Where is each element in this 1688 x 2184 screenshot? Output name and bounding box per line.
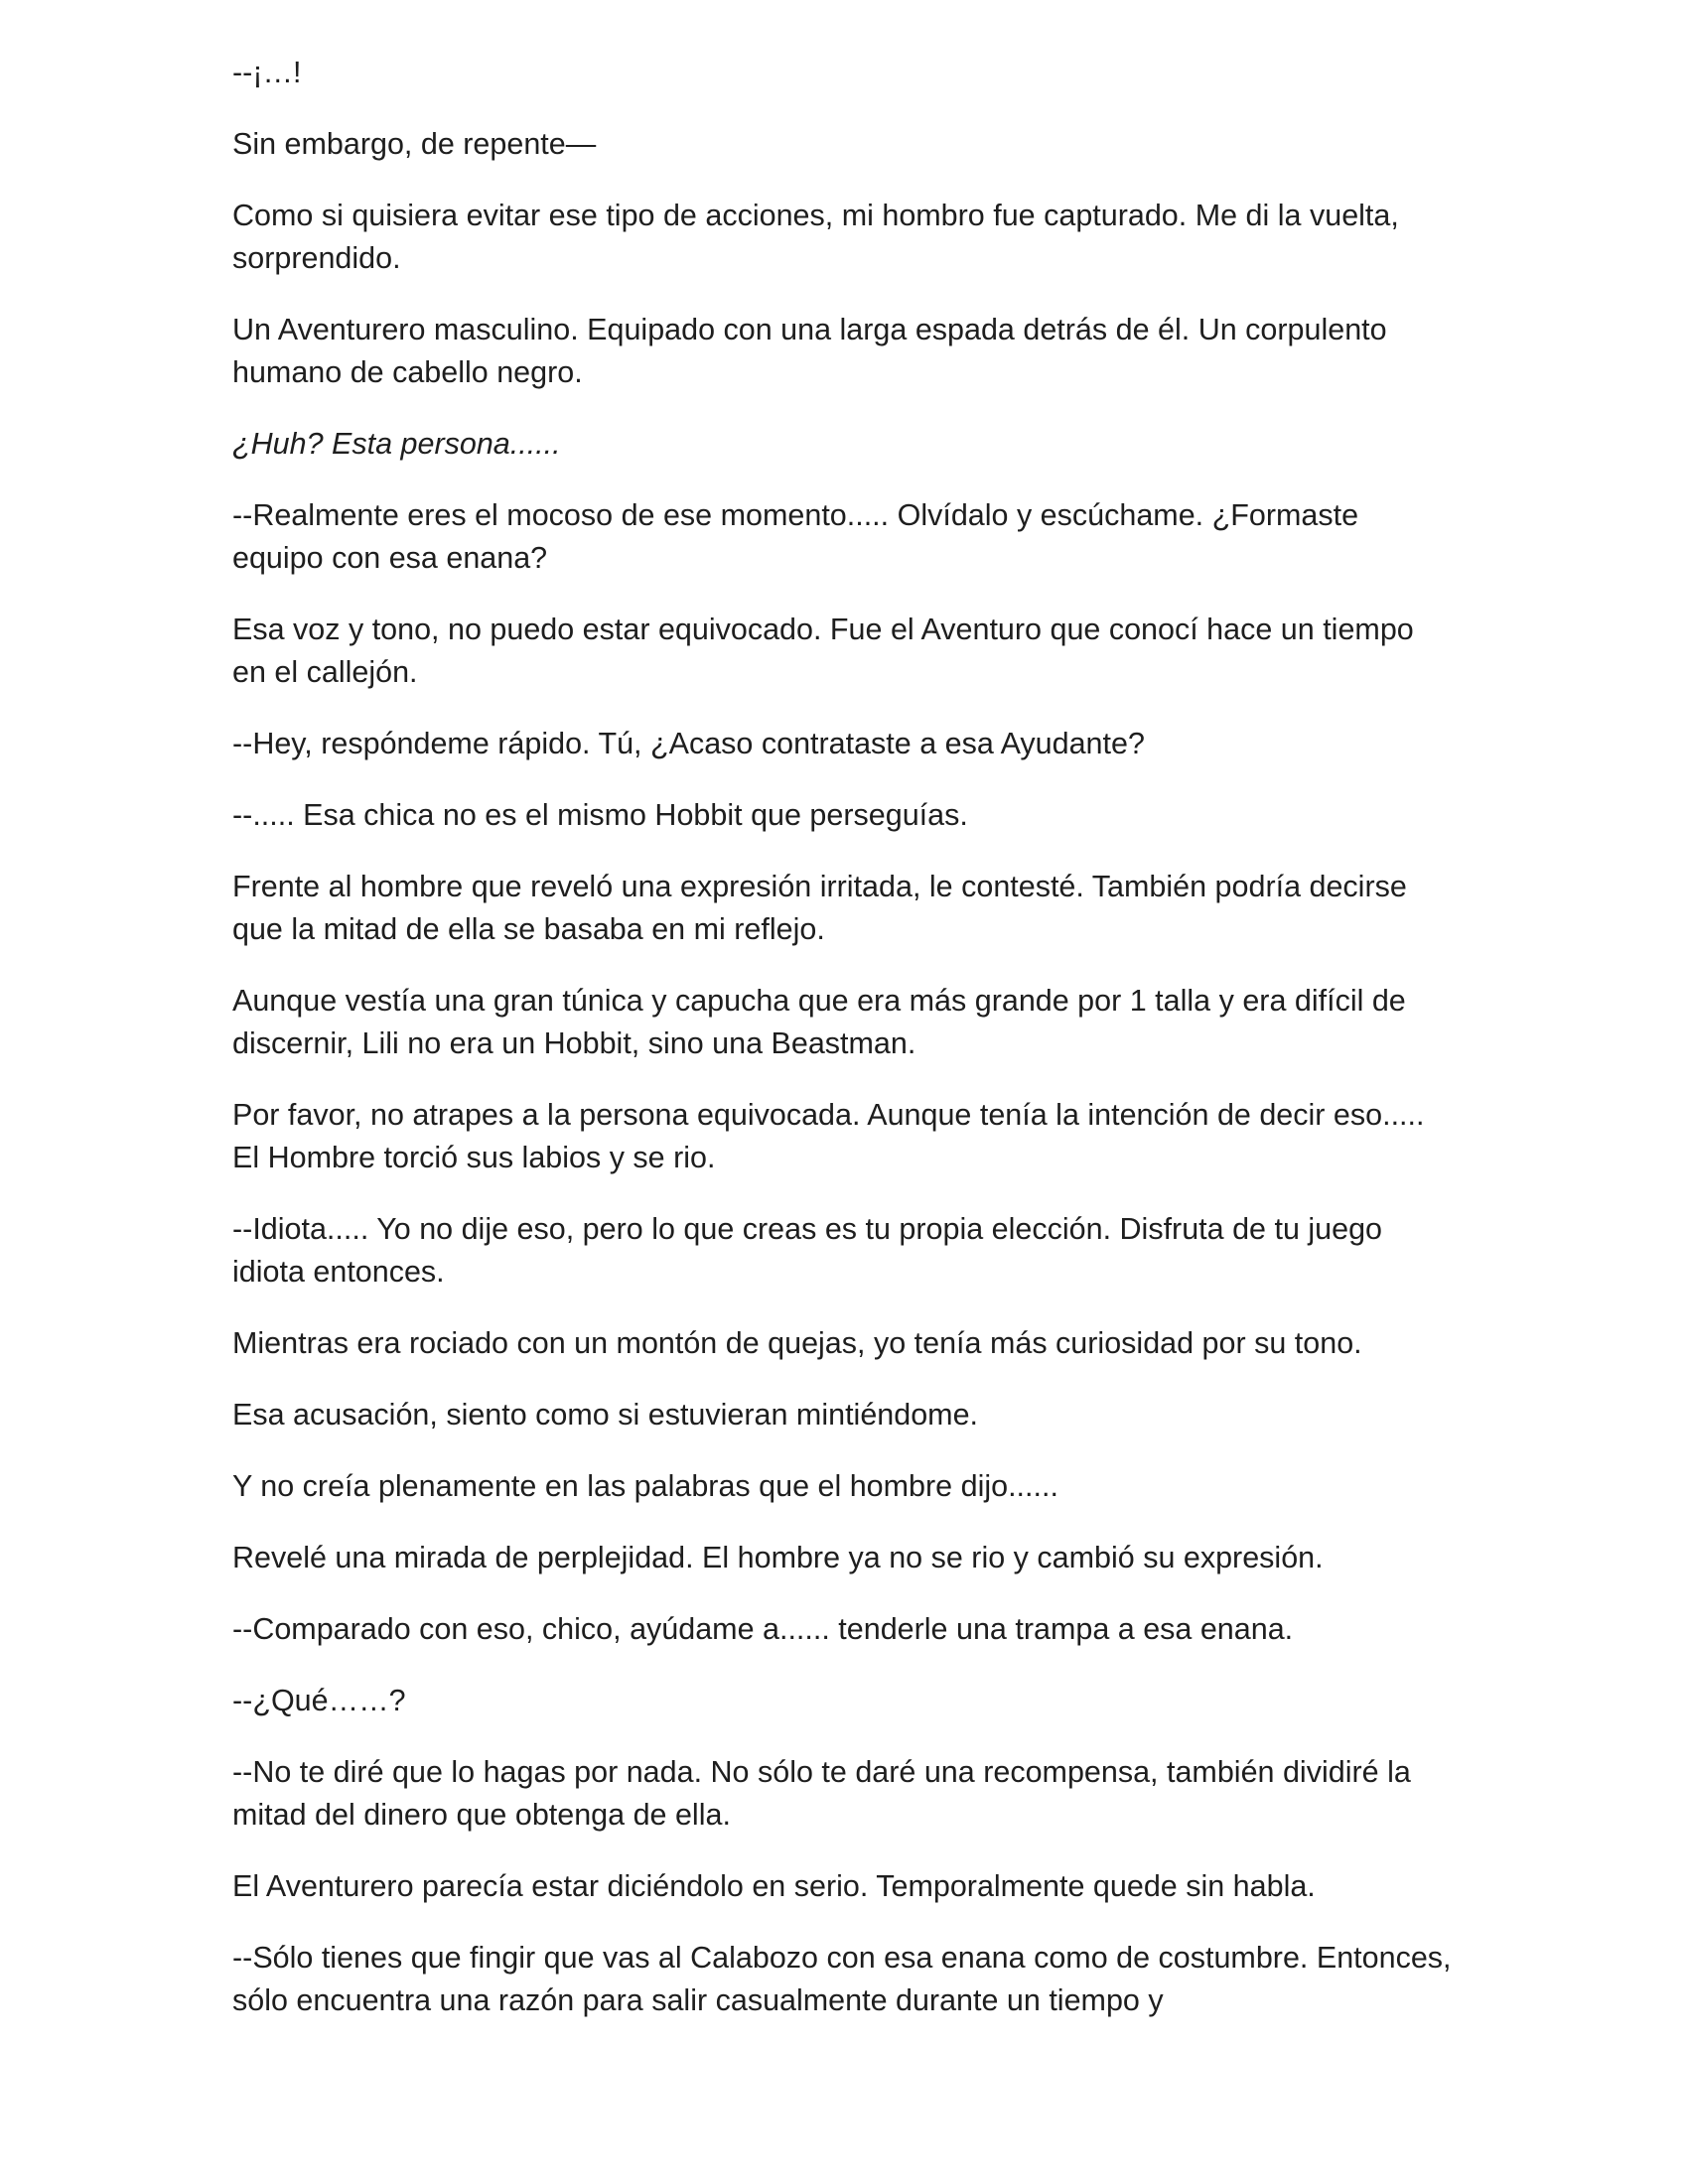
paragraph: Como si quisiera evitar ese tipo de acciones, mi hombro fue capturado. Me di la vuelta, sorprendido. [232, 199, 1399, 275]
paragraph: Revelé una mirada de perplejidad. El hombre ya no se rio y cambió su expresión. [232, 1541, 1324, 1574]
paragraph: Mientras era rociado con un montón de quejas, yo tenía más curiosidad por su tono. [232, 1326, 1362, 1360]
paragraph: --¿Qué……? [232, 1684, 406, 1717]
paragraph: --Realmente eres el mocoso de ese momento..... Olvídalo y escúchame. ¿Formaste equipo con esa enana? [232, 498, 1359, 575]
paragraph: --Sólo tienes que fingir que vas al Calabozo con esa enana como de costumbre. Entonces, sólo encuentra una razón para salir casualmente durante un tiempo y [232, 1941, 1452, 2017]
paragraph: Un Aventurero masculino. Equipado con una larga espada detrás de él. Un corpulento humano de cabello negro. [232, 313, 1387, 389]
paragraph: Por favor, no atrapes a la persona equivocada. Aunque tenía la intención de decir eso..... El Hombre torció sus labios y se rio. [232, 1098, 1425, 1174]
paragraph: El Aventurero parecía estar diciéndolo en serio. Temporalmente quede sin habla. [232, 1869, 1316, 1903]
paragraph: --..... Esa chica no es el mismo Hobbit que perseguías. [232, 798, 968, 832]
paragraph: --Hey, respóndeme rápido. Tú, ¿Acaso contrataste a esa Ayudante? [232, 727, 1145, 760]
paragraph-italic: ¿Huh? Esta persona...... [232, 427, 561, 461]
paragraph: --¡…! [232, 56, 302, 89]
paragraph: Aunque vestía una gran túnica y capucha que era más grande por 1 talla y era difícil de discernir, Lili no era un Hobbit, sino una Beastman. [232, 984, 1406, 1060]
paragraph: Esa voz y tono, no puedo estar equivocado. Fue el Aventuro que conocí hace un tiempo en el callejón. [232, 613, 1414, 689]
paragraph: --Comparado con eso, chico, ayúdame a...... tenderle una trampa a esa enana. [232, 1612, 1294, 1646]
paragraph: Frente al hombre que reveló una expresión irritada, le contesté. También podría decirse que la mitad de ella se basaba en mi reflejo. [232, 870, 1407, 946]
paragraph: Sin embargo, de repente— [232, 127, 597, 161]
paragraph: Esa acusación, siento como si estuvieran mintiéndome. [232, 1398, 979, 1432]
paragraph: --Idiota..... Yo no dije eso, pero lo que creas es tu propia elección. Disfruta de tu juego idiota entonces. [232, 1212, 1383, 1289]
paragraph: --No te diré que lo hagas por nada. No sólo te daré una recompensa, también dividiré la mitad del dinero que obtenga de ella. [232, 1755, 1411, 1832]
text-column [232, 52, 1456, 2051]
paragraph: Y no creía plenamente en las palabras que el hombre dijo...... [232, 1469, 1058, 1503]
